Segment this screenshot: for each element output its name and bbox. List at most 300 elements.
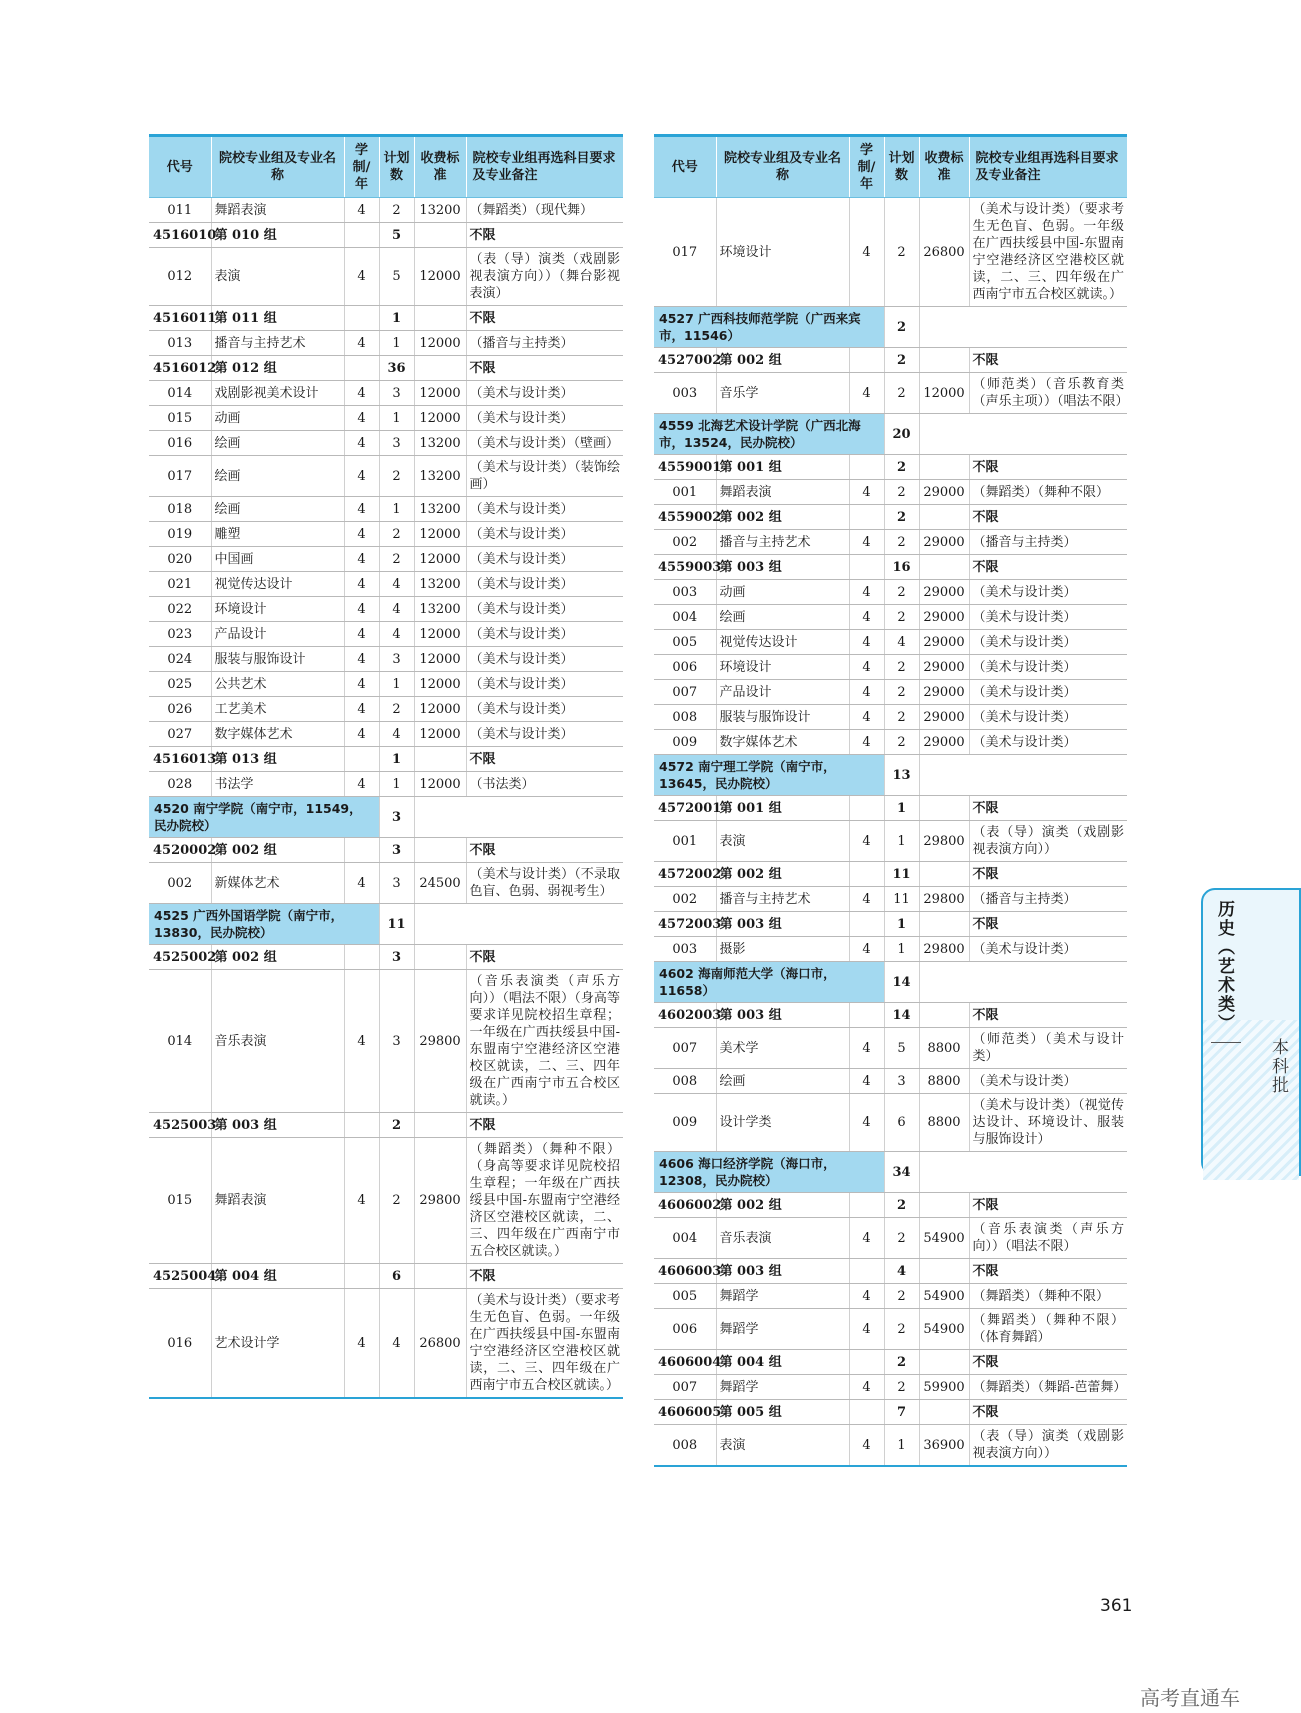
major-fee: 29800 bbox=[919, 821, 969, 862]
group-years bbox=[849, 455, 884, 480]
major-note: （美术与设计类）（要求考生无色盲、色弱。一年级在广西扶绥县中国-东盟南宁空港经济区空港校区就读，二、三、四年级在广西南宁市五合校区就读。） bbox=[466, 1289, 623, 1399]
group-row bbox=[149, 306, 623, 331]
major-name: 表演 bbox=[716, 821, 849, 862]
major-row bbox=[654, 1309, 1127, 1350]
group-row bbox=[654, 1193, 1127, 1218]
group-fee bbox=[919, 1259, 969, 1284]
major-years: 4 bbox=[849, 1309, 884, 1350]
major-plan: 2 bbox=[884, 705, 919, 730]
major-note: （师范类）（音乐教育类（声乐主项））（唱法不限） bbox=[969, 373, 1127, 414]
major-years: 4 bbox=[849, 1425, 884, 1467]
group-requirement: 不限 bbox=[466, 1113, 623, 1138]
group-fee bbox=[414, 306, 466, 331]
group-requirement: 不限 bbox=[466, 356, 623, 381]
major-note: （美术与设计类） bbox=[466, 381, 623, 406]
group-plan: 36 bbox=[379, 356, 414, 381]
group-fee bbox=[919, 348, 969, 373]
group-code: 4525004 bbox=[149, 1264, 211, 1289]
group-requirement: 不限 bbox=[969, 505, 1127, 530]
major-fee: 54900 bbox=[919, 1218, 969, 1259]
major-plan: 1 bbox=[379, 497, 414, 522]
group-row bbox=[654, 1259, 1127, 1284]
major-fee: 24500 bbox=[414, 863, 466, 904]
group-row bbox=[654, 348, 1127, 373]
group-row bbox=[654, 796, 1127, 821]
group-fee bbox=[414, 223, 466, 248]
group-plan: 4 bbox=[884, 1259, 919, 1284]
major-row bbox=[149, 863, 623, 904]
major-note: （舞蹈类）（舞蹈-芭蕾舞） bbox=[969, 1375, 1127, 1400]
school-title: 4525 广西外国语学院（南宁市，13830，民办院校） bbox=[149, 904, 379, 945]
major-row bbox=[654, 937, 1127, 962]
group-code: 4516010 bbox=[149, 223, 211, 248]
group-name: 第 003 组 bbox=[211, 1113, 344, 1138]
major-plan: 5 bbox=[884, 1028, 919, 1069]
major-years: 4 bbox=[344, 248, 379, 306]
school-plan: 3 bbox=[379, 797, 414, 838]
major-plan: 1 bbox=[884, 937, 919, 962]
school-empty bbox=[919, 962, 1127, 1003]
major-plan: 2 bbox=[884, 1375, 919, 1400]
major-row bbox=[654, 1094, 1127, 1152]
major-code: 016 bbox=[149, 1289, 211, 1399]
major-name: 音乐表演 bbox=[716, 1218, 849, 1259]
group-fee bbox=[919, 1350, 969, 1375]
major-row bbox=[149, 497, 623, 522]
major-row bbox=[654, 821, 1127, 862]
major-code: 027 bbox=[149, 722, 211, 747]
group-fee bbox=[919, 912, 969, 937]
major-years: 4 bbox=[849, 630, 884, 655]
group-requirement: 不限 bbox=[969, 796, 1127, 821]
major-name: 绘画 bbox=[211, 497, 344, 522]
major-row bbox=[149, 970, 623, 1113]
admissions-table-right bbox=[654, 134, 1127, 1467]
school-row bbox=[654, 962, 1127, 1003]
group-code: 4572003 bbox=[654, 912, 716, 937]
group-row bbox=[149, 1264, 623, 1289]
major-note: （师范类）（美术与设计类） bbox=[969, 1028, 1127, 1069]
group-name: 第 003 组 bbox=[716, 555, 849, 580]
group-requirement: 不限 bbox=[969, 1259, 1127, 1284]
group-plan: 2 bbox=[884, 455, 919, 480]
admissions-table-left bbox=[149, 134, 623, 1399]
group-fee bbox=[919, 555, 969, 580]
major-years: 4 bbox=[344, 522, 379, 547]
table-body-left bbox=[149, 198, 623, 1399]
group-name: 第 003 组 bbox=[716, 1003, 849, 1028]
major-fee: 29000 bbox=[919, 605, 969, 630]
major-note: （美术与设计类）（不录取色盲、色弱、弱视考生） bbox=[466, 863, 623, 904]
group-requirement: 不限 bbox=[969, 1350, 1127, 1375]
major-years: 4 bbox=[344, 697, 379, 722]
major-years: 4 bbox=[344, 1138, 379, 1264]
major-name: 动画 bbox=[716, 580, 849, 605]
major-code: 012 bbox=[149, 248, 211, 306]
group-plan: 5 bbox=[379, 223, 414, 248]
group-years bbox=[849, 1259, 884, 1284]
school-row bbox=[654, 755, 1127, 796]
major-plan: 2 bbox=[884, 730, 919, 755]
major-fee: 12000 bbox=[414, 772, 466, 797]
group-name: 第 012 组 bbox=[211, 356, 344, 381]
major-fee: 29000 bbox=[919, 680, 969, 705]
major-name: 舞蹈表演 bbox=[211, 1138, 344, 1264]
group-years bbox=[344, 1113, 379, 1138]
group-years bbox=[344, 747, 379, 772]
major-code: 015 bbox=[149, 406, 211, 431]
major-name: 环境设计 bbox=[716, 655, 849, 680]
major-fee: 29800 bbox=[414, 970, 466, 1113]
major-note: （美术与设计类） bbox=[969, 1069, 1127, 1094]
major-name: 音乐表演 bbox=[211, 970, 344, 1113]
group-plan: 2 bbox=[884, 348, 919, 373]
school-empty bbox=[414, 797, 623, 838]
group-years bbox=[849, 912, 884, 937]
major-name: 环境设计 bbox=[716, 198, 849, 307]
major-row bbox=[149, 406, 623, 431]
major-fee: 29800 bbox=[919, 887, 969, 912]
major-row bbox=[149, 381, 623, 406]
major-years: 4 bbox=[344, 331, 379, 356]
group-code: 4516013 bbox=[149, 747, 211, 772]
major-name: 设计学类 bbox=[716, 1094, 849, 1152]
group-name: 第 002 组 bbox=[716, 862, 849, 887]
major-row bbox=[654, 630, 1127, 655]
group-row bbox=[654, 455, 1127, 480]
major-plan: 2 bbox=[379, 1138, 414, 1264]
group-years bbox=[344, 1264, 379, 1289]
table-header-row bbox=[149, 136, 623, 198]
group-fee bbox=[919, 1193, 969, 1218]
group-name: 第 001 组 bbox=[716, 796, 849, 821]
major-row bbox=[149, 622, 623, 647]
major-years: 4 bbox=[344, 406, 379, 431]
group-code: 4602003 bbox=[654, 1003, 716, 1028]
header-fee: 收费标准 bbox=[414, 136, 466, 198]
major-row bbox=[654, 1375, 1127, 1400]
major-fee: 29800 bbox=[919, 937, 969, 962]
major-years: 4 bbox=[344, 547, 379, 572]
group-fee bbox=[919, 505, 969, 530]
major-row bbox=[149, 198, 623, 223]
major-fee: 12000 bbox=[414, 622, 466, 647]
major-fee: 13200 bbox=[414, 497, 466, 522]
major-note: （美术与设计类） bbox=[466, 406, 623, 431]
major-code: 001 bbox=[654, 821, 716, 862]
major-code: 006 bbox=[654, 655, 716, 680]
major-name: 动画 bbox=[211, 406, 344, 431]
major-code: 019 bbox=[149, 522, 211, 547]
group-name: 第 010 组 bbox=[211, 223, 344, 248]
group-requirement: 不限 bbox=[466, 306, 623, 331]
school-plan: 13 bbox=[884, 755, 919, 796]
major-name: 播音与主持艺术 bbox=[716, 887, 849, 912]
school-title: 4602 海南师范大学（海口市，11658） bbox=[654, 962, 884, 1003]
major-plan: 2 bbox=[379, 198, 414, 223]
major-fee: 54900 bbox=[919, 1309, 969, 1350]
major-plan: 2 bbox=[379, 456, 414, 497]
major-name: 表演 bbox=[211, 248, 344, 306]
major-years: 4 bbox=[849, 1218, 884, 1259]
major-years: 4 bbox=[344, 722, 379, 747]
major-plan: 2 bbox=[884, 1218, 919, 1259]
major-note: （舞蹈类）（舞种不限）（身高等要求详见院校招生章程；一年级在广西扶绥县中国-东盟南宁空港经济区空港校区就读，二、三、四年级在广西南宁市五合校区就读。） bbox=[466, 1138, 623, 1264]
group-name: 第 002 组 bbox=[211, 945, 344, 970]
major-years: 4 bbox=[344, 381, 379, 406]
major-plan: 2 bbox=[884, 198, 919, 307]
major-row bbox=[654, 680, 1127, 705]
major-code: 009 bbox=[654, 730, 716, 755]
major-fee: 26800 bbox=[414, 1289, 466, 1399]
major-plan: 2 bbox=[884, 1309, 919, 1350]
major-note: （美术与设计类）（壁画） bbox=[466, 431, 623, 456]
major-code: 018 bbox=[149, 497, 211, 522]
group-plan: 14 bbox=[884, 1003, 919, 1028]
group-row bbox=[654, 555, 1127, 580]
group-code: 4572002 bbox=[654, 862, 716, 887]
school-title: 4572 南宁理工学院（南宁市，13645，民办院校） bbox=[654, 755, 884, 796]
major-note: （音乐表演类（声乐方向））（唱法不限） bbox=[969, 1218, 1127, 1259]
major-plan: 4 bbox=[884, 630, 919, 655]
major-years: 4 bbox=[849, 705, 884, 730]
major-fee: 36900 bbox=[919, 1425, 969, 1467]
major-row bbox=[654, 1284, 1127, 1309]
major-fee: 29000 bbox=[919, 730, 969, 755]
major-note: （表（导）演类（戏剧影视表演方向）） bbox=[969, 821, 1127, 862]
group-requirement: 不限 bbox=[969, 1003, 1127, 1028]
major-name: 艺术设计学 bbox=[211, 1289, 344, 1399]
major-name: 公共艺术 bbox=[211, 672, 344, 697]
major-code: 023 bbox=[149, 622, 211, 647]
school-row bbox=[654, 1152, 1127, 1193]
group-row bbox=[654, 1400, 1127, 1425]
group-years bbox=[344, 838, 379, 863]
major-code: 005 bbox=[654, 630, 716, 655]
group-name: 第 005 组 bbox=[716, 1400, 849, 1425]
major-name: 绘画 bbox=[211, 456, 344, 497]
group-fee bbox=[919, 796, 969, 821]
group-row bbox=[149, 223, 623, 248]
group-years bbox=[849, 796, 884, 821]
major-years: 4 bbox=[849, 937, 884, 962]
group-requirement: 不限 bbox=[466, 223, 623, 248]
page-number: 361 bbox=[1100, 1596, 1133, 1616]
group-years bbox=[344, 356, 379, 381]
major-code: 009 bbox=[654, 1094, 716, 1152]
watermark: 高考直通车 bbox=[1140, 1686, 1240, 1710]
major-note: （舞蹈类）（舞种不限） bbox=[969, 480, 1127, 505]
major-row bbox=[149, 672, 623, 697]
major-note: （表（导）演类（戏剧影视表演方向）） bbox=[969, 1425, 1127, 1467]
major-note: （美术与设计类） bbox=[466, 522, 623, 547]
group-fee bbox=[414, 838, 466, 863]
group-code: 4559002 bbox=[654, 505, 716, 530]
group-name: 第 002 组 bbox=[716, 505, 849, 530]
major-name: 摄影 bbox=[716, 937, 849, 962]
major-code: 003 bbox=[654, 580, 716, 605]
major-row bbox=[654, 655, 1127, 680]
group-row bbox=[149, 945, 623, 970]
major-name: 雕塑 bbox=[211, 522, 344, 547]
school-row bbox=[149, 904, 623, 945]
major-years: 4 bbox=[344, 431, 379, 456]
major-code: 013 bbox=[149, 331, 211, 356]
major-row bbox=[654, 1425, 1127, 1467]
section-side-tab bbox=[1201, 888, 1301, 1176]
major-fee: 29000 bbox=[919, 580, 969, 605]
major-fee: 8800 bbox=[919, 1094, 969, 1152]
group-fee bbox=[414, 1264, 466, 1289]
major-code: 026 bbox=[149, 697, 211, 722]
major-note: （美术与设计类） bbox=[466, 497, 623, 522]
major-plan: 2 bbox=[884, 655, 919, 680]
major-row bbox=[654, 530, 1127, 555]
major-row bbox=[149, 547, 623, 572]
major-years: 4 bbox=[849, 730, 884, 755]
school-plan: 11 bbox=[379, 904, 414, 945]
group-row bbox=[654, 912, 1127, 937]
major-plan: 3 bbox=[379, 970, 414, 1113]
header-code: 代号 bbox=[654, 136, 716, 198]
major-years: 4 bbox=[849, 821, 884, 862]
major-fee: 12000 bbox=[414, 381, 466, 406]
group-plan: 1 bbox=[884, 796, 919, 821]
major-code: 017 bbox=[149, 456, 211, 497]
major-years: 4 bbox=[344, 597, 379, 622]
major-plan: 4 bbox=[379, 722, 414, 747]
major-name: 视觉传达设计 bbox=[211, 572, 344, 597]
group-fee bbox=[919, 1003, 969, 1028]
major-years: 4 bbox=[344, 497, 379, 522]
major-fee: 29000 bbox=[919, 480, 969, 505]
major-note: （美术与设计类）（要求考生无色盲、色弱。一年级在广西扶绥县中国-东盟南宁空港经济区空港校区就读，二、三、四年级在广西南宁市五合校区就读。） bbox=[969, 198, 1127, 307]
major-plan: 1 bbox=[379, 672, 414, 697]
major-fee: 54900 bbox=[919, 1284, 969, 1309]
group-plan: 1 bbox=[379, 306, 414, 331]
school-title: 4559 北海艺术设计学院（广西北海市，13524，民办院校） bbox=[654, 414, 884, 455]
major-code: 007 bbox=[654, 680, 716, 705]
group-row bbox=[654, 862, 1127, 887]
group-plan: 3 bbox=[379, 838, 414, 863]
group-name: 第 011 组 bbox=[211, 306, 344, 331]
major-name: 视觉传达设计 bbox=[716, 630, 849, 655]
major-plan: 2 bbox=[884, 680, 919, 705]
group-requirement: 不限 bbox=[969, 348, 1127, 373]
major-code: 024 bbox=[149, 647, 211, 672]
major-note: （美术与设计类） bbox=[466, 722, 623, 747]
major-fee: 12000 bbox=[919, 373, 969, 414]
group-years bbox=[849, 1400, 884, 1425]
major-name: 美术学 bbox=[716, 1028, 849, 1069]
major-fee: 59900 bbox=[919, 1375, 969, 1400]
major-code: 007 bbox=[654, 1375, 716, 1400]
group-name: 第 003 组 bbox=[716, 1259, 849, 1284]
major-plan: 2 bbox=[884, 605, 919, 630]
major-plan: 1 bbox=[379, 406, 414, 431]
major-years: 4 bbox=[849, 1284, 884, 1309]
school-empty bbox=[414, 904, 623, 945]
major-plan: 1 bbox=[379, 772, 414, 797]
major-plan: 3 bbox=[884, 1069, 919, 1094]
major-fee: 26800 bbox=[919, 198, 969, 307]
major-row bbox=[654, 1218, 1127, 1259]
group-row bbox=[149, 838, 623, 863]
school-plan: 20 bbox=[884, 414, 919, 455]
major-plan: 4 bbox=[379, 1289, 414, 1399]
major-fee: 13200 bbox=[414, 572, 466, 597]
group-name: 第 003 组 bbox=[716, 912, 849, 937]
major-note: （美术与设计类） bbox=[969, 655, 1127, 680]
major-fee: 12000 bbox=[414, 331, 466, 356]
group-code: 4525002 bbox=[149, 945, 211, 970]
major-years: 4 bbox=[849, 480, 884, 505]
group-years bbox=[344, 945, 379, 970]
header-plan: 计划数 bbox=[379, 136, 414, 198]
major-plan: 11 bbox=[884, 887, 919, 912]
group-row bbox=[654, 1003, 1127, 1028]
group-years bbox=[849, 348, 884, 373]
major-years: 4 bbox=[344, 772, 379, 797]
group-row bbox=[149, 356, 623, 381]
group-code: 4606003 bbox=[654, 1259, 716, 1284]
major-row bbox=[654, 1069, 1127, 1094]
group-plan: 6 bbox=[379, 1264, 414, 1289]
major-plan: 2 bbox=[379, 522, 414, 547]
header-note: 院校专业组再选科目要求及专业备注 bbox=[466, 136, 623, 198]
major-note: （播音与主持类） bbox=[969, 530, 1127, 555]
major-years: 4 bbox=[849, 1375, 884, 1400]
major-fee: 12000 bbox=[414, 722, 466, 747]
major-code: 006 bbox=[654, 1309, 716, 1350]
major-code: 017 bbox=[654, 198, 716, 307]
group-years bbox=[849, 505, 884, 530]
major-row bbox=[149, 248, 623, 306]
major-row bbox=[149, 431, 623, 456]
group-requirement: 不限 bbox=[969, 912, 1127, 937]
major-note: （美术与设计类）（视觉传达设计、环境设计、服装与服饰设计） bbox=[969, 1094, 1127, 1152]
major-fee: 12000 bbox=[414, 522, 466, 547]
major-name: 戏剧影视美术设计 bbox=[211, 381, 344, 406]
major-fee: 12000 bbox=[414, 547, 466, 572]
major-plan: 2 bbox=[884, 580, 919, 605]
major-name: 播音与主持艺术 bbox=[211, 331, 344, 356]
group-years bbox=[849, 862, 884, 887]
major-code: 004 bbox=[654, 605, 716, 630]
major-name: 舞蹈学 bbox=[716, 1284, 849, 1309]
major-code: 028 bbox=[149, 772, 211, 797]
school-title: 4527 广西科技师范学院（广西来宾市，11546） bbox=[654, 307, 884, 348]
major-note: （播音与主持类） bbox=[969, 887, 1127, 912]
school-row bbox=[654, 414, 1127, 455]
major-note: （美术与设计类） bbox=[466, 622, 623, 647]
header-note: 院校专业组再选科目要求及专业备注 bbox=[969, 136, 1127, 198]
major-fee: 8800 bbox=[919, 1069, 969, 1094]
major-code: 016 bbox=[149, 431, 211, 456]
major-note: （美术与设计类） bbox=[969, 705, 1127, 730]
table-body-right bbox=[654, 198, 1127, 1467]
major-code: 025 bbox=[149, 672, 211, 697]
major-fee: 29000 bbox=[919, 630, 969, 655]
major-note: （美术与设计类） bbox=[466, 547, 623, 572]
header-fee: 收费标准 bbox=[919, 136, 969, 198]
major-row bbox=[654, 1028, 1127, 1069]
group-name: 第 013 组 bbox=[211, 747, 344, 772]
major-fee: 8800 bbox=[919, 1028, 969, 1069]
header-name: 院校专业组及专业名称 bbox=[716, 136, 849, 198]
group-plan: 11 bbox=[884, 862, 919, 887]
group-fee bbox=[414, 945, 466, 970]
